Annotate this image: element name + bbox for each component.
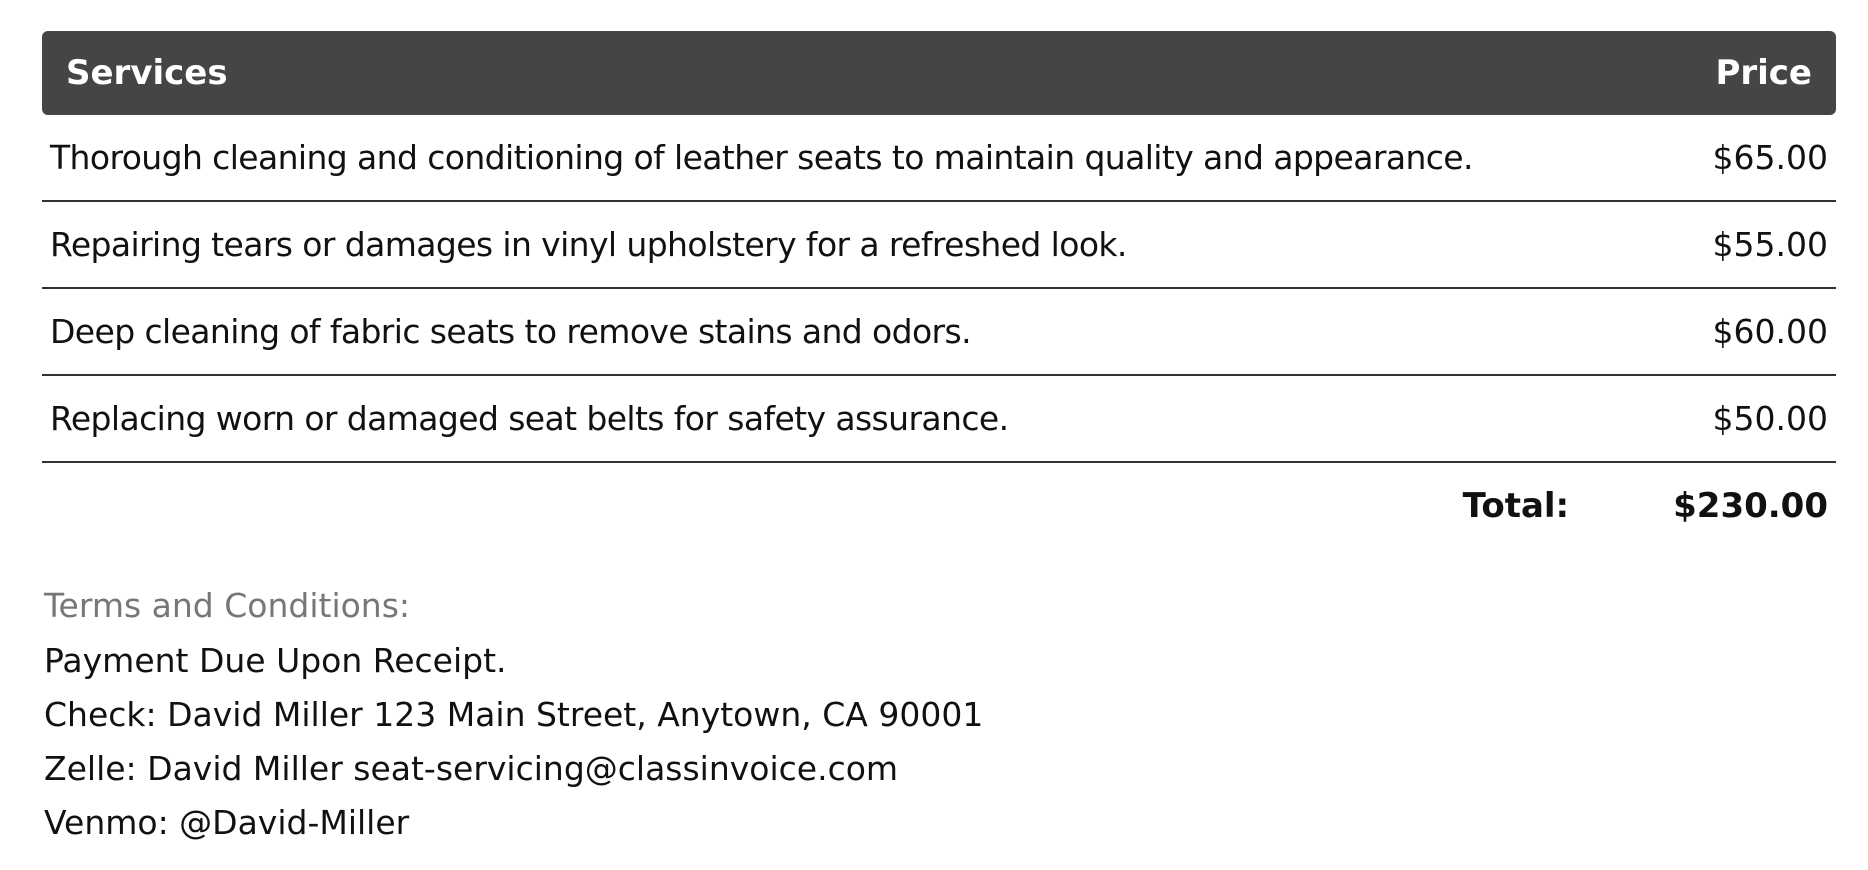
terms-title: Terms and Conditions:: [44, 586, 411, 625]
total-label: Total:: [1462, 486, 1570, 526]
payment-due-line: Payment Due Upon Receipt.: [44, 641, 507, 680]
check-payment-line: Check: David Miller 123 Main Street, Anytown, CA 90001: [44, 695, 984, 734]
total-value: $230.00: [1673, 486, 1828, 526]
service-description: Repairing tears or damages in vinyl upholstery for a refreshed look.: [50, 225, 1127, 264]
services-column-header: Services: [66, 53, 228, 93]
services-table: [42, 31, 1836, 549]
service-price: $50.00: [1712, 399, 1828, 438]
service-description: Deep cleaning of fabric seats to remove stains and odors.: [50, 312, 972, 351]
table-row: [42, 376, 1836, 463]
table-row: [42, 115, 1836, 202]
price-column-header: Price: [1715, 53, 1812, 93]
table-row: [42, 289, 1836, 376]
service-price: $60.00: [1712, 312, 1828, 351]
service-price: $55.00: [1712, 225, 1828, 264]
service-description: Thorough cleaning and conditioning of leather seats to maintain quality and appearance.: [50, 138, 1473, 177]
service-description: Replacing worn or damaged seat belts for safety assurance.: [50, 399, 1009, 438]
zelle-payment-line: Zelle: David Miller seat-servicing@classinvoice.com: [44, 749, 899, 788]
total-row: [42, 463, 1836, 549]
service-price: $65.00: [1712, 138, 1828, 177]
terms-section: [44, 578, 983, 850]
table-header: [42, 31, 1836, 115]
venmo-payment-line: Venmo: @David-Miller: [44, 803, 410, 842]
table-row: [42, 202, 1836, 289]
